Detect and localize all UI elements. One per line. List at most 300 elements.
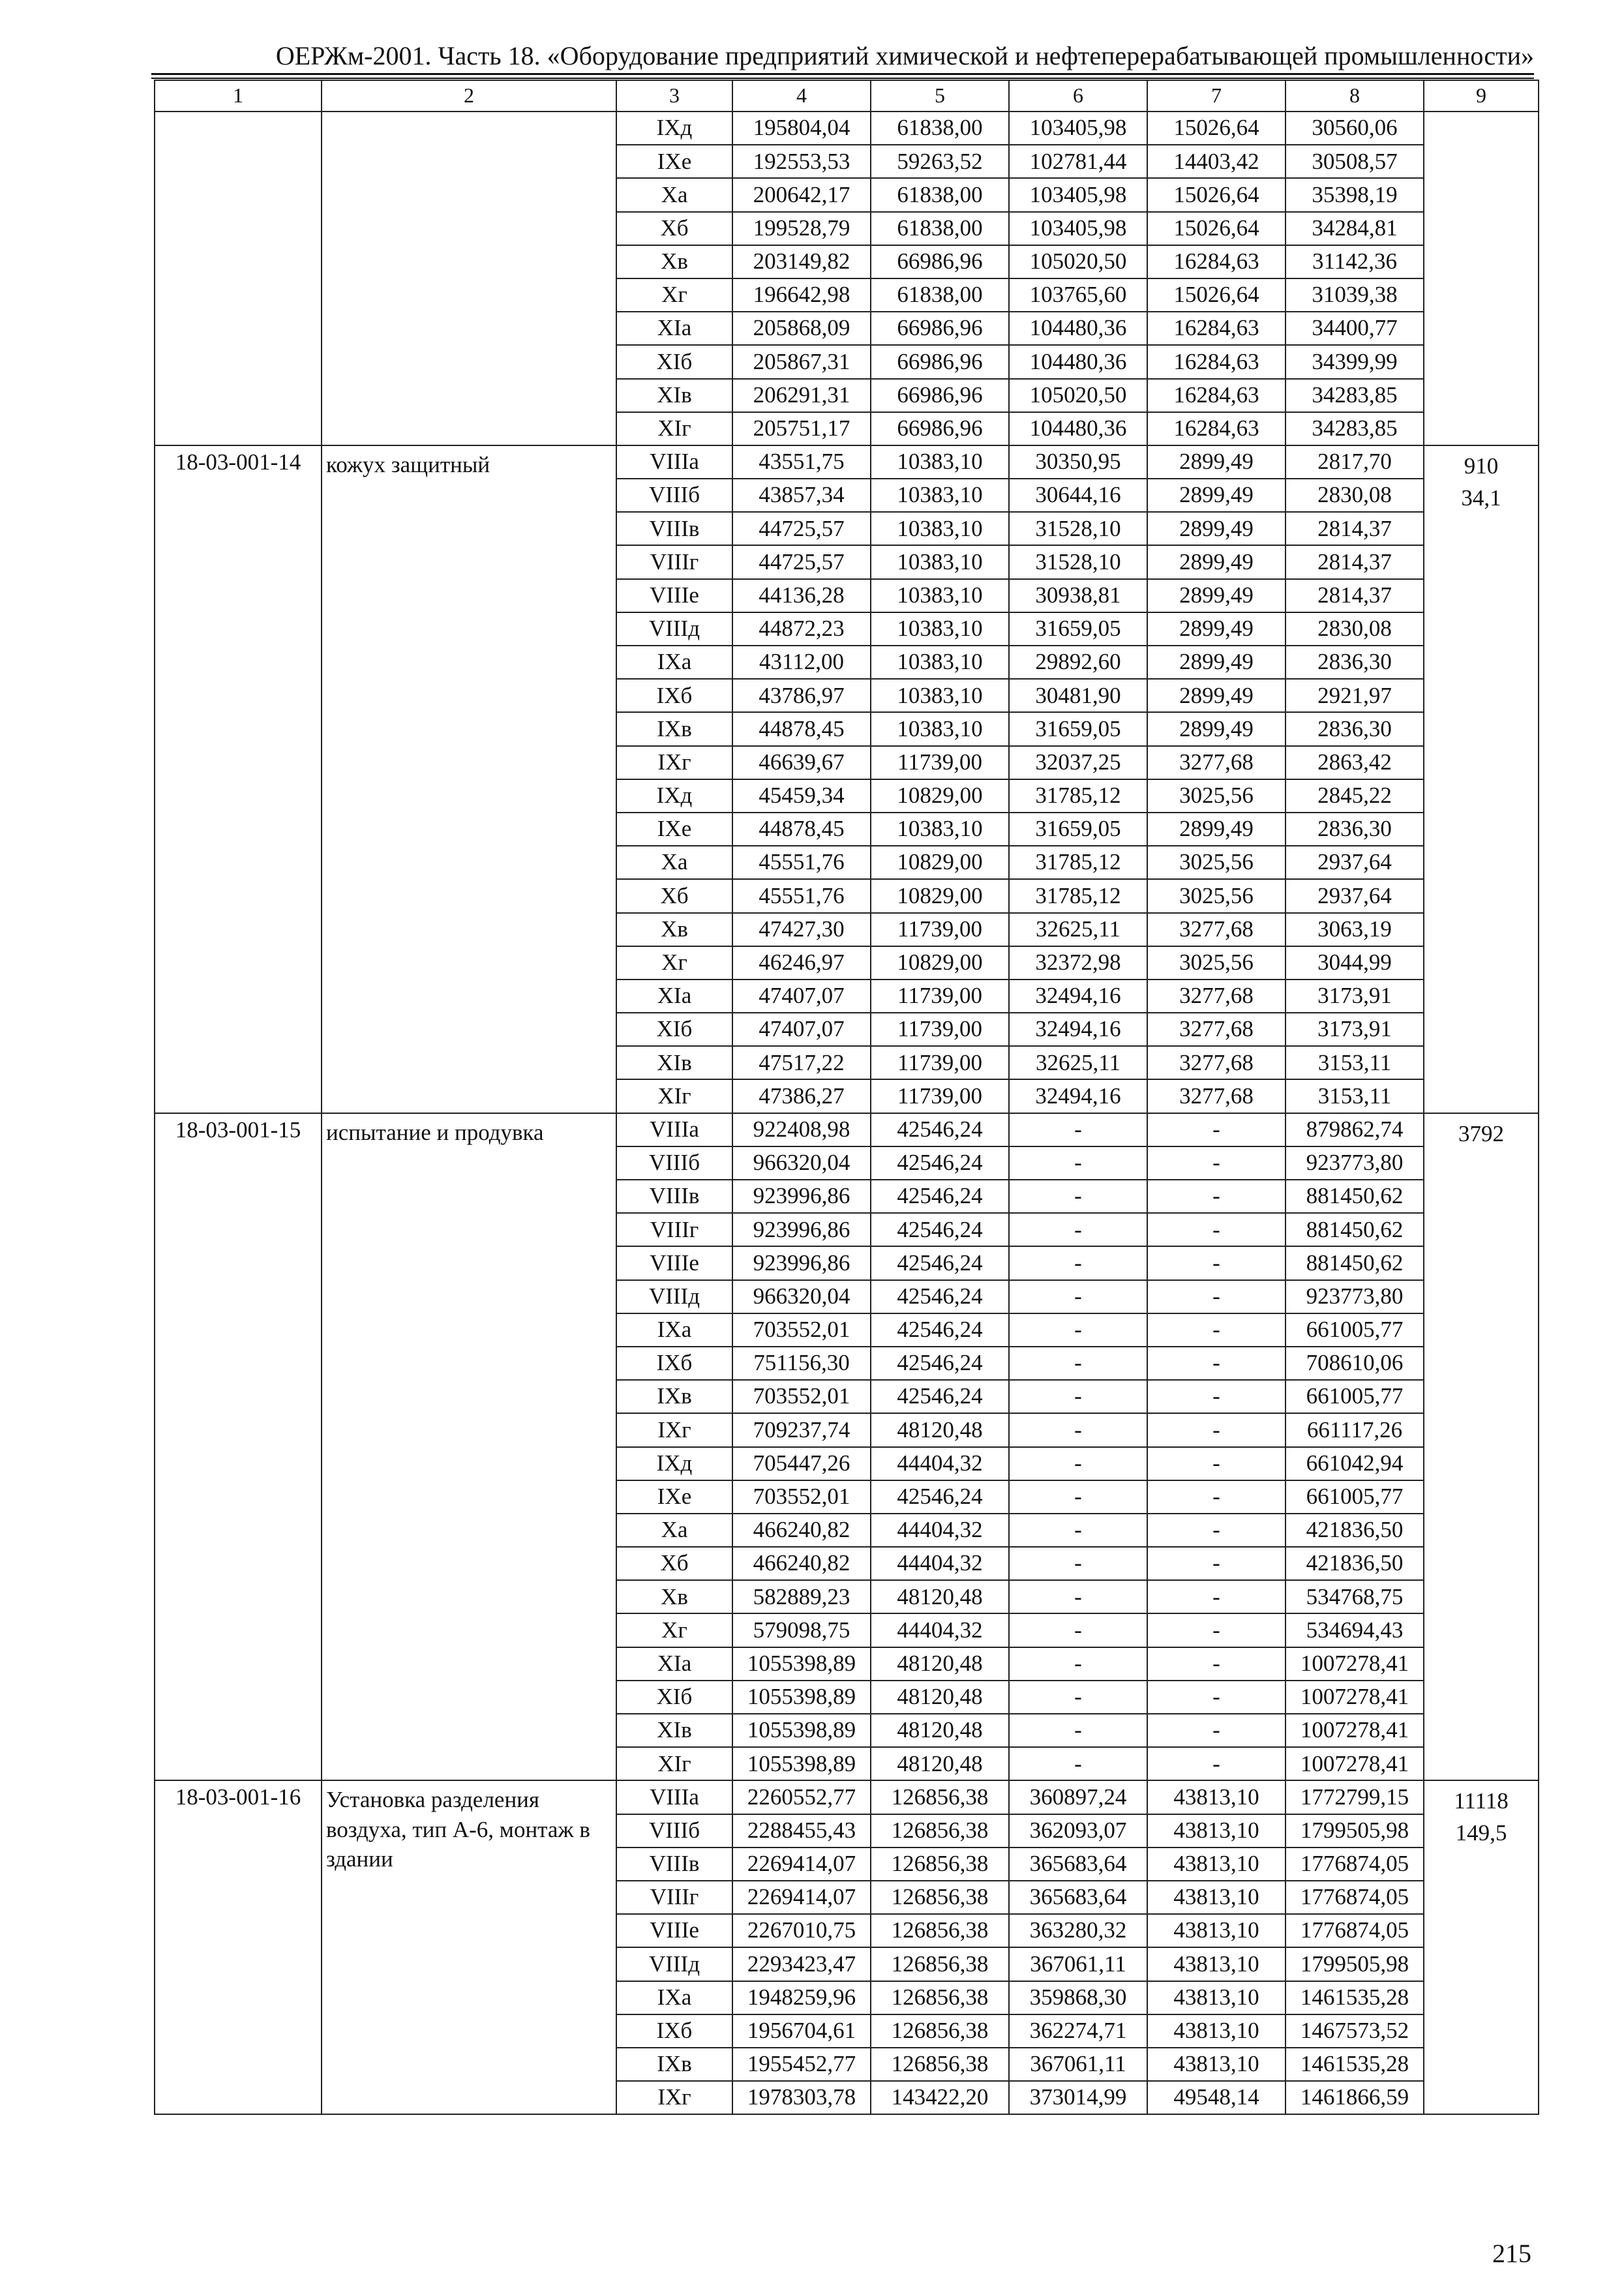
- zone-cell: VIIIе: [616, 579, 732, 612]
- value-cell: -: [1009, 1647, 1147, 1681]
- zone-cell: XIa: [616, 312, 732, 345]
- value-cell: 42546,24: [871, 1380, 1009, 1413]
- value-cell: 205867,31: [732, 345, 871, 378]
- value-cell: 362274,71: [1009, 2014, 1147, 2048]
- value-cell: 3025,56: [1147, 946, 1286, 980]
- value-cell: 362093,07: [1009, 1814, 1147, 1848]
- zone-cell: VIIIе: [616, 1914, 732, 1947]
- zone-cell: Xб: [616, 1547, 732, 1580]
- value-cell: 126856,38: [871, 2014, 1009, 2048]
- value-cell: 104480,36: [1009, 345, 1147, 378]
- zone-cell: Xв: [616, 1580, 732, 1613]
- value-cell: -: [1147, 1280, 1286, 1313]
- value-cell: 42546,24: [871, 1180, 1009, 1213]
- column-number-row: [155, 80, 1539, 112]
- value-cell: 466240,82: [732, 1547, 871, 1580]
- value-cell: 1461866,59: [1286, 2081, 1424, 2114]
- value-cell: 1467573,52: [1286, 2014, 1424, 2048]
- value-cell: 10383,10: [871, 612, 1009, 646]
- zone-cell: IXд: [616, 112, 732, 145]
- value-cell: 43813,10: [1147, 1814, 1286, 1848]
- zone-cell: IXг: [616, 746, 732, 779]
- value-cell: 205868,09: [732, 312, 871, 345]
- zone-cell: VIIIе: [616, 1246, 732, 1279]
- page-header-title: ОЕРЖм-2001. Часть 18. «Оборудование предприятий химической и нефтеперерабатывающей промышленности»: [275, 41, 1534, 70]
- value-cell: 49548,14: [1147, 2081, 1286, 2114]
- zone-cell: IXa: [616, 1981, 732, 2014]
- value-cell: 1055398,89: [732, 1714, 871, 1747]
- zone-cell: XIa: [616, 980, 732, 1013]
- value-cell: 44404,32: [871, 1613, 1009, 1647]
- table-row: [155, 1780, 1539, 1814]
- value-cell: -: [1009, 1313, 1147, 1347]
- value-cell: 966320,04: [732, 1146, 871, 1180]
- column-number: 1: [155, 80, 322, 112]
- value-cell: 1955452,77: [732, 2048, 871, 2081]
- value-cell: 3277,68: [1147, 746, 1286, 779]
- value-cell: 2836,30: [1286, 646, 1424, 679]
- value-cell: 44136,28: [732, 579, 871, 612]
- table-row: [155, 445, 1539, 479]
- value-cell: 46246,97: [732, 946, 871, 980]
- value-cell: -: [1147, 1613, 1286, 1647]
- value-cell: -: [1147, 1447, 1286, 1480]
- value-cell: 30481,90: [1009, 679, 1147, 712]
- value-cell: 534694,43: [1286, 1613, 1424, 1647]
- value-cell: 1772799,15: [1286, 1780, 1424, 1814]
- value-cell: 2260552,77: [732, 1780, 871, 1814]
- value-cell: 47407,07: [732, 980, 871, 1013]
- zone-cell: Xг: [616, 278, 732, 312]
- header-rule: [151, 73, 1534, 79]
- zone-cell: IXв: [616, 712, 732, 745]
- zone-cell: XIг: [616, 412, 732, 445]
- zone-cell: IXa: [616, 1313, 732, 1347]
- value-cell: 1956704,61: [732, 2014, 871, 2048]
- item-name: испытание и продувка: [322, 1113, 616, 1781]
- value-cell: -: [1147, 1313, 1286, 1347]
- value-cell: 42546,24: [871, 1347, 1009, 1380]
- value-cell: 2814,37: [1286, 545, 1424, 578]
- value-cell: 29892,60: [1009, 646, 1147, 679]
- value-cell: 2269414,07: [732, 1881, 871, 1914]
- value-cell: 367061,11: [1009, 1947, 1147, 1981]
- value-cell: -: [1147, 1647, 1286, 1681]
- zone-cell: XIг: [616, 1079, 732, 1113]
- zone-cell: IXе: [616, 813, 732, 846]
- value-cell: 200642,17: [732, 178, 871, 211]
- value-cell: 2845,22: [1286, 779, 1424, 813]
- extra-cell: [1424, 1780, 1539, 2114]
- zone-cell: XIб: [616, 345, 732, 378]
- value-cell: -: [1147, 1180, 1286, 1213]
- value-cell: 31659,05: [1009, 813, 1147, 846]
- value-cell: 30350,95: [1009, 445, 1147, 479]
- value-cell: 2921,97: [1286, 679, 1424, 712]
- value-cell: 203149,82: [732, 245, 871, 278]
- value-cell: 14403,42: [1147, 145, 1286, 178]
- value-cell: 31785,12: [1009, 879, 1147, 912]
- zone-cell: VIIIг: [616, 1213, 732, 1246]
- value-cell: 10383,10: [871, 712, 1009, 745]
- value-cell: 11739,00: [871, 746, 1009, 779]
- item-code: [155, 112, 322, 445]
- value-cell: 34283,85: [1286, 379, 1424, 412]
- column-number: 2: [322, 80, 616, 112]
- value-cell: 30508,57: [1286, 145, 1424, 178]
- value-cell: 47386,27: [732, 1079, 871, 1113]
- value-cell: 534768,75: [1286, 1580, 1424, 1613]
- value-cell: 15026,64: [1147, 178, 1286, 211]
- value-cell: 66986,96: [871, 245, 1009, 278]
- value-cell: 2830,08: [1286, 479, 1424, 512]
- value-cell: 1799505,98: [1286, 1947, 1424, 1981]
- zone-cell: XIв: [616, 1046, 732, 1079]
- value-cell: 16284,63: [1147, 312, 1286, 345]
- table-row: [155, 1113, 1539, 1146]
- item-code: 18-03-001-15: [155, 1113, 322, 1781]
- value-cell: 2899,49: [1147, 679, 1286, 712]
- value-cell: 44404,32: [871, 1514, 1009, 1547]
- value-cell: 582889,23: [732, 1580, 871, 1613]
- value-cell: 126856,38: [871, 1780, 1009, 1814]
- value-cell: 66986,96: [871, 312, 1009, 345]
- column-number: 9: [1424, 80, 1539, 112]
- table-body: [155, 80, 1539, 2114]
- value-cell: 2899,49: [1147, 445, 1286, 479]
- zone-cell: XIa: [616, 1647, 732, 1681]
- value-cell: 11739,00: [871, 980, 1009, 1013]
- value-cell: 923996,86: [732, 1180, 871, 1213]
- item-code: 18-03-001-16: [155, 1780, 322, 2114]
- value-cell: 143422,20: [871, 2081, 1009, 2114]
- value-cell: 466240,82: [732, 1514, 871, 1547]
- value-cell: 103405,98: [1009, 212, 1147, 245]
- value-cell: 196642,98: [732, 278, 871, 312]
- value-cell: 32625,11: [1009, 913, 1147, 946]
- value-cell: 126856,38: [871, 1981, 1009, 2014]
- value-cell: 46639,67: [732, 746, 871, 779]
- value-cell: 10383,10: [871, 646, 1009, 679]
- value-cell: 44878,45: [732, 813, 871, 846]
- value-cell: 661005,77: [1286, 1313, 1424, 1347]
- zone-cell: Xa: [616, 1514, 732, 1547]
- value-cell: 10383,10: [871, 679, 1009, 712]
- value-cell: -: [1009, 1580, 1147, 1613]
- value-cell: 43112,00: [732, 646, 871, 679]
- value-cell: 1007278,41: [1286, 1681, 1424, 1714]
- value-cell: 703552,01: [732, 1313, 871, 1347]
- value-cell: 16284,63: [1147, 379, 1286, 412]
- page-number: 215: [1492, 2239, 1531, 2268]
- value-cell: 2817,70: [1286, 445, 1424, 479]
- zone-cell: IXе: [616, 145, 732, 178]
- value-cell: 31785,12: [1009, 846, 1147, 879]
- value-cell: 10383,10: [871, 545, 1009, 578]
- value-cell: 30938,81: [1009, 579, 1147, 612]
- value-cell: 3277,68: [1147, 980, 1286, 1013]
- value-cell: 709237,74: [732, 1413, 871, 1446]
- value-cell: 705447,26: [732, 1447, 871, 1480]
- value-cell: 3153,11: [1286, 1046, 1424, 1079]
- zone-cell: VIIIг: [616, 545, 732, 578]
- value-cell: 126856,38: [871, 1881, 1009, 1914]
- value-cell: 365683,64: [1009, 1881, 1147, 1914]
- value-cell: 1948259,96: [732, 1981, 871, 2014]
- value-cell: -: [1147, 1146, 1286, 1180]
- value-cell: 126856,38: [871, 1914, 1009, 1947]
- column-number: 5: [871, 80, 1009, 112]
- value-cell: -: [1147, 1246, 1286, 1279]
- value-cell: 31659,05: [1009, 612, 1147, 646]
- value-cell: 751156,30: [732, 1347, 871, 1380]
- zone-cell: IXд: [616, 1447, 732, 1480]
- table-row: [155, 112, 1539, 145]
- value-cell: 43813,10: [1147, 1848, 1286, 1881]
- value-cell: -: [1009, 1347, 1147, 1380]
- value-cell: 2836,30: [1286, 813, 1424, 846]
- value-cell: 1799505,98: [1286, 1814, 1424, 1848]
- value-cell: 360897,24: [1009, 1780, 1147, 1814]
- value-cell: 32372,98: [1009, 946, 1147, 980]
- value-cell: 44878,45: [732, 712, 871, 745]
- value-cell: -: [1147, 1747, 1286, 1780]
- price-table: [154, 80, 1539, 2115]
- value-cell: -: [1147, 1714, 1286, 1747]
- value-cell: 66986,96: [871, 345, 1009, 378]
- zone-cell: Xв: [616, 913, 732, 946]
- zone-cell: Xa: [616, 846, 732, 879]
- value-cell: 43813,10: [1147, 1780, 1286, 1814]
- value-cell: 373014,99: [1009, 2081, 1147, 2114]
- value-cell: 2899,49: [1147, 512, 1286, 545]
- extra-cell: [1424, 1113, 1539, 1781]
- value-cell: 879862,74: [1286, 1113, 1424, 1146]
- value-cell: 42546,24: [871, 1146, 1009, 1180]
- value-cell: 199528,79: [732, 212, 871, 245]
- zone-cell: XIв: [616, 379, 732, 412]
- value-cell: 43813,10: [1147, 1914, 1286, 1947]
- value-cell: 661117,26: [1286, 1413, 1424, 1446]
- value-cell: 103765,60: [1009, 278, 1147, 312]
- value-cell: 923773,80: [1286, 1280, 1424, 1313]
- value-cell: 47407,07: [732, 1013, 871, 1046]
- zone-cell: XIб: [616, 1681, 732, 1714]
- value-cell: 44404,32: [871, 1547, 1009, 1580]
- zone-cell: VIIIв: [616, 1180, 732, 1213]
- extra-cell: [1424, 112, 1539, 445]
- value-cell: -: [1009, 1113, 1147, 1146]
- value-cell: 43813,10: [1147, 2014, 1286, 2048]
- value-cell: 34400,77: [1286, 312, 1424, 345]
- value-cell: 3044,99: [1286, 946, 1424, 980]
- value-cell: 66986,96: [871, 412, 1009, 445]
- value-cell: 45551,76: [732, 879, 871, 912]
- zone-cell: Xб: [616, 212, 732, 245]
- value-cell: 2899,49: [1147, 813, 1286, 846]
- value-cell: -: [1009, 1681, 1147, 1714]
- value-cell: 661005,77: [1286, 1380, 1424, 1413]
- zone-cell: VIIIв: [616, 1848, 732, 1881]
- value-cell: 3025,56: [1147, 779, 1286, 813]
- value-cell: 48120,48: [871, 1714, 1009, 1747]
- value-cell: 66986,96: [871, 379, 1009, 412]
- value-cell: 1776874,05: [1286, 1914, 1424, 1947]
- value-cell: 31039,38: [1286, 278, 1424, 312]
- value-cell: 48120,48: [871, 1681, 1009, 1714]
- extra-value: 3792: [1458, 1120, 1504, 1146]
- value-cell: -: [1147, 1580, 1286, 1613]
- value-cell: 32494,16: [1009, 1079, 1147, 1113]
- value-cell: 30644,16: [1009, 479, 1147, 512]
- value-cell: 205751,17: [732, 412, 871, 445]
- value-cell: 104480,36: [1009, 412, 1147, 445]
- value-cell: 1978303,78: [732, 2081, 871, 2114]
- value-cell: 365683,64: [1009, 1848, 1147, 1881]
- zone-cell: IXв: [616, 1380, 732, 1413]
- value-cell: 16284,63: [1147, 345, 1286, 378]
- value-cell: 3277,68: [1147, 1079, 1286, 1113]
- value-cell: 206291,31: [732, 379, 871, 412]
- value-cell: 43857,34: [732, 479, 871, 512]
- value-cell: 43813,10: [1147, 1981, 1286, 2014]
- value-cell: 10829,00: [871, 846, 1009, 879]
- value-cell: 923773,80: [1286, 1146, 1424, 1180]
- value-cell: 15026,64: [1147, 278, 1286, 312]
- value-cell: 16284,63: [1147, 412, 1286, 445]
- value-cell: 3277,68: [1147, 913, 1286, 946]
- value-cell: 881450,62: [1286, 1213, 1424, 1246]
- value-cell: -: [1009, 1747, 1147, 1780]
- value-cell: 48120,48: [871, 1747, 1009, 1780]
- value-cell: 10829,00: [871, 879, 1009, 912]
- item-name: Установка разделения воздуха, тип А-6, монтаж в здании: [322, 1780, 616, 2114]
- value-cell: 43813,10: [1147, 2048, 1286, 2081]
- item-name: кожух защитный: [322, 445, 616, 1113]
- value-cell: 103405,98: [1009, 112, 1147, 145]
- value-cell: 10383,10: [871, 479, 1009, 512]
- value-cell: 30560,06: [1286, 112, 1424, 145]
- value-cell: 43551,75: [732, 445, 871, 479]
- value-cell: 1007278,41: [1286, 1647, 1424, 1681]
- value-cell: 2830,08: [1286, 612, 1424, 646]
- value-cell: 2899,49: [1147, 646, 1286, 679]
- value-cell: 10383,10: [871, 445, 1009, 479]
- value-cell: 44872,23: [732, 612, 871, 646]
- value-cell: 31142,36: [1286, 245, 1424, 278]
- value-cell: 10383,10: [871, 512, 1009, 545]
- value-cell: 103405,98: [1009, 178, 1147, 211]
- zone-cell: VIIIб: [616, 1146, 732, 1180]
- zone-cell: VIIIд: [616, 1947, 732, 1981]
- zone-cell: Xг: [616, 1613, 732, 1647]
- value-cell: 31528,10: [1009, 512, 1147, 545]
- value-cell: 45551,76: [732, 846, 871, 879]
- zone-cell: VIIIa: [616, 445, 732, 479]
- value-cell: 32494,16: [1009, 1013, 1147, 1046]
- value-cell: 16284,63: [1147, 245, 1286, 278]
- value-cell: 922408,98: [732, 1113, 871, 1146]
- value-cell: 2937,64: [1286, 846, 1424, 879]
- value-cell: 32625,11: [1009, 1046, 1147, 1079]
- zone-cell: VIIIв: [616, 512, 732, 545]
- value-cell: 126856,38: [871, 2048, 1009, 2081]
- value-cell: 105020,50: [1009, 379, 1147, 412]
- value-cell: 2899,49: [1147, 712, 1286, 745]
- value-cell: -: [1009, 1213, 1147, 1246]
- value-cell: 923996,86: [732, 1213, 871, 1246]
- zone-cell: IXд: [616, 779, 732, 813]
- extra-value: 149,5: [1455, 1820, 1507, 1846]
- value-cell: 1055398,89: [732, 1681, 871, 1714]
- value-cell: 45459,34: [732, 779, 871, 813]
- value-cell: -: [1147, 1213, 1286, 1246]
- value-cell: -: [1147, 1681, 1286, 1714]
- value-cell: -: [1009, 1380, 1147, 1413]
- value-cell: 43813,10: [1147, 1947, 1286, 1981]
- zone-cell: IXб: [616, 679, 732, 712]
- value-cell: 61838,00: [871, 278, 1009, 312]
- value-cell: 61838,00: [871, 112, 1009, 145]
- value-cell: 1007278,41: [1286, 1747, 1424, 1780]
- value-cell: 708610,06: [1286, 1347, 1424, 1380]
- value-cell: 2899,49: [1147, 579, 1286, 612]
- value-cell: 42546,24: [871, 1480, 1009, 1514]
- value-cell: 363280,32: [1009, 1914, 1147, 1947]
- value-cell: 34399,99: [1286, 345, 1424, 378]
- value-cell: -: [1147, 1413, 1286, 1446]
- extra-value: 34,1: [1461, 485, 1501, 511]
- value-cell: 3173,91: [1286, 1013, 1424, 1046]
- value-cell: 47427,30: [732, 913, 871, 946]
- value-cell: 11739,00: [871, 1013, 1009, 1046]
- value-cell: 3063,19: [1286, 913, 1424, 946]
- value-cell: 32037,25: [1009, 746, 1147, 779]
- value-cell: 15026,64: [1147, 212, 1286, 245]
- value-cell: -: [1009, 1514, 1147, 1547]
- value-cell: 126856,38: [871, 1814, 1009, 1848]
- value-cell: -: [1009, 1480, 1147, 1514]
- value-cell: 1776874,05: [1286, 1848, 1424, 1881]
- value-cell: 59263,52: [871, 145, 1009, 178]
- value-cell: 102781,44: [1009, 145, 1147, 178]
- value-cell: 44404,32: [871, 1447, 1009, 1480]
- zone-cell: XIв: [616, 1714, 732, 1747]
- value-cell: 1461535,28: [1286, 1981, 1424, 2014]
- value-cell: 3025,56: [1147, 846, 1286, 879]
- value-cell: 10383,10: [871, 813, 1009, 846]
- value-cell: 2288455,43: [732, 1814, 871, 1848]
- value-cell: 61838,00: [871, 178, 1009, 211]
- value-cell: 42546,24: [871, 1313, 1009, 1347]
- value-cell: 43813,10: [1147, 1881, 1286, 1914]
- value-cell: 661042,94: [1286, 1447, 1424, 1480]
- value-cell: -: [1147, 1547, 1286, 1580]
- value-cell: 2267010,75: [732, 1914, 871, 1947]
- value-cell: -: [1009, 1180, 1147, 1213]
- value-cell: 10829,00: [871, 779, 1009, 813]
- value-cell: 2899,49: [1147, 545, 1286, 578]
- zone-cell: IXб: [616, 1347, 732, 1380]
- value-cell: 579098,75: [732, 1613, 871, 1647]
- value-cell: 2814,37: [1286, 579, 1424, 612]
- zone-cell: VIIIб: [616, 1814, 732, 1848]
- extra-value: 11118: [1454, 1788, 1509, 1814]
- zone-cell: XIб: [616, 1013, 732, 1046]
- value-cell: -: [1147, 1347, 1286, 1380]
- zone-cell: IXг: [616, 1413, 732, 1446]
- value-cell: 367061,11: [1009, 2048, 1147, 2081]
